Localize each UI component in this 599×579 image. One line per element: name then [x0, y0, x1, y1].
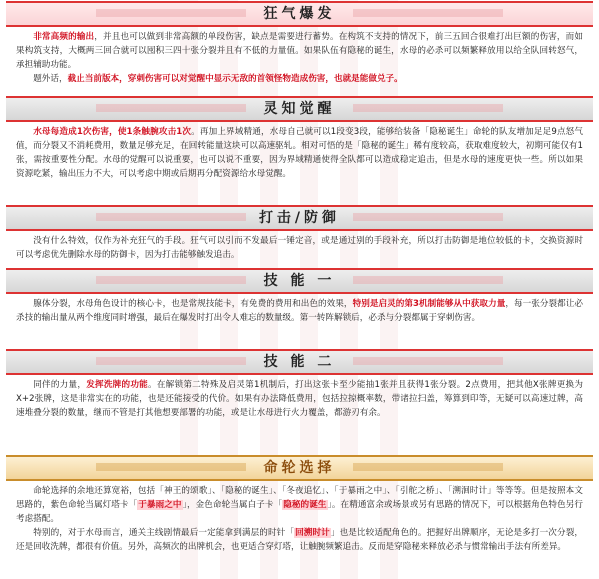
- body-text: ，并且也可以做到非常高额的单段伤害，缺点是需要进行蓄势。在构筑不支持的情况下，前三五回合很难打出巨额的伤害，而如果构筑支持，大概两三回合就可以囤积三四十张分裂并且有不低的力量值。如果队伍有隐秘的诞生，水母的必杀可以频繁释放用以给全队回转怒气，承担辅助功能。: [16, 32, 583, 70]
- section-body: [6, 122, 593, 181]
- section-header: [6, 349, 593, 375]
- section-title: 灵知觉醒: [263, 101, 336, 117]
- body-text: 」。在精通富余或场景或另有思路的情况下，可以根据角色特色另行考虑搭配。: [16, 500, 583, 524]
- header-decoration: [96, 213, 246, 221]
- section-header: [6, 1, 593, 27]
- section-header: [6, 268, 593, 294]
- section-attack-defense: [6, 205, 593, 262]
- header-decoration: [96, 463, 246, 471]
- body-text: 」，金色命轮当属白子卡「: [182, 500, 283, 510]
- section-kuangqi: [6, 1, 593, 86]
- section-title: 打击/防御: [258, 210, 341, 226]
- body-text: 腺体分裂，水母角色设计的核心卡，也是常规技能卡，有免费的费用和出色的效果，: [33, 299, 353, 309]
- highlight-text: 非常高频的输出: [33, 32, 95, 42]
- section-header: [6, 205, 593, 231]
- section-skill-two: [6, 349, 593, 420]
- section-title: 命轮选择: [263, 460, 336, 476]
- card-name-highlight: 回溯时计: [295, 528, 330, 538]
- section-lingzhi: [6, 96, 593, 181]
- section-fate-wheel: [6, 455, 593, 554]
- card-name-highlight: 于暴雨之中: [138, 500, 182, 510]
- section-title: 狂气爆发: [263, 6, 336, 22]
- body-text: 。再加上界域精通，水母自己就可以1段变3段，能够给装备「隐秘诞生」命轮的队友增加足足9点怒气值，而分裂又不消耗费用，数量足够充足，在回转能量这块可以高速驱轧。相对可悟的是「隐秘的诞生」稀有度较高，获取难度较大，初期可能仅有1张，需按重要性分配。水母的觉醒可以说重要，也可以说不重要，因为界域精通使得全队都可以造成稳定追击，但是水母的速度更快一些。所以如果资源吃紧，输出压力不大，可以考虑中期或后期再分配资源给水母觉醒。: [16, 127, 583, 179]
- body-text: 特别的，对于水母而言，通关主线剧情最后一定能拿到满层的时针「: [33, 528, 295, 538]
- section-header: [6, 96, 593, 122]
- section-body: [6, 231, 593, 262]
- section-title: 技 能 二: [263, 354, 336, 370]
- highlight-text: 发挥洗牌的功能: [86, 380, 149, 390]
- header-decoration: [353, 357, 503, 365]
- header-decoration: [353, 9, 503, 17]
- section-body: [6, 294, 593, 325]
- body-text: 没有什么特效，仅作为补充狂气的手段。狂气可以引而不发最后一锤定音，或是通过别的手段补充，所以打击防御是地位较低的卡，交换资源时可以考虑优先删除水母的防御卡，因为打击能够触发追击。: [16, 236, 583, 260]
- section-header: [6, 455, 593, 481]
- header-decoration: [96, 9, 246, 17]
- highlight-text: 水母每造成1次伤害，使1条触腕攻击1次: [33, 127, 192, 137]
- body-text: 」也是比较适配角色的。把握好出牌顺序，无论是多打一次分裂，还是回收洗牌，都很有价值。另外，高频次的出牌机会，也更适合穿灯塔，让触腕频繁追击。反而是穿隐秘来释放必杀与惯常输出手法有所差异。: [16, 528, 583, 552]
- body-text: 题外话，: [33, 74, 68, 84]
- header-decoration: [96, 276, 246, 284]
- header-decoration: [353, 213, 503, 221]
- body-text: 。在解锁第二特殊及启灵第1机制后，打出这张卡至少能抽1张并且获得1张分裂。2点费用，把其他X张牌更换为X+2张牌，这是非常实在的功能，也是还能接受的代价。如果有办法降低费用，包括拉掠概率数，带诸拉扫盖，筹算到印等，无疑可以高速过牌，高速堆叠分裂的数量，继而不管是打其他想要部署的功能，或是让水母进行火力覆盖，都游刃有余。: [16, 380, 583, 418]
- header-decoration: [353, 104, 503, 112]
- section-skill-one: [6, 268, 593, 325]
- section-title: 技 能 一: [263, 273, 336, 289]
- body-text: ，每一张分裂都让必杀技的输出量从两个维度同时增强，最后在爆发时打出令人难忘的数量级。第一转阵解锁后，必杀与分裂都属于穿刺伤害。: [16, 299, 583, 323]
- highlight-text: 截止当前版本，穿刺伤害可以对觉醒中显示无敌的首领怪物造成伤害，也就是能做兑子。: [67, 74, 403, 84]
- section-body: [6, 481, 593, 554]
- highlight-text: 特别是启灵的第3机制能够从中获取力量: [352, 299, 506, 309]
- body-text: 命轮选择的余地还算宽裕，包括「神王的颂歌」、「隐秘的诞生」、「冬夜追忆」、「于暴雨之中」、「引舵之桥」、「溯洄时计」等等等。但是按照本文思路的，紫色命轮当属灯塔卡「: [16, 486, 583, 510]
- header-decoration: [353, 463, 503, 471]
- card-name-highlight: 隐秘的诞生: [283, 500, 327, 510]
- section-body: [6, 375, 593, 420]
- section-body: [6, 27, 593, 86]
- body-text: 同伴的力量，: [33, 380, 87, 390]
- header-decoration: [96, 104, 246, 112]
- header-decoration: [96, 357, 246, 365]
- header-decoration: [353, 276, 503, 284]
